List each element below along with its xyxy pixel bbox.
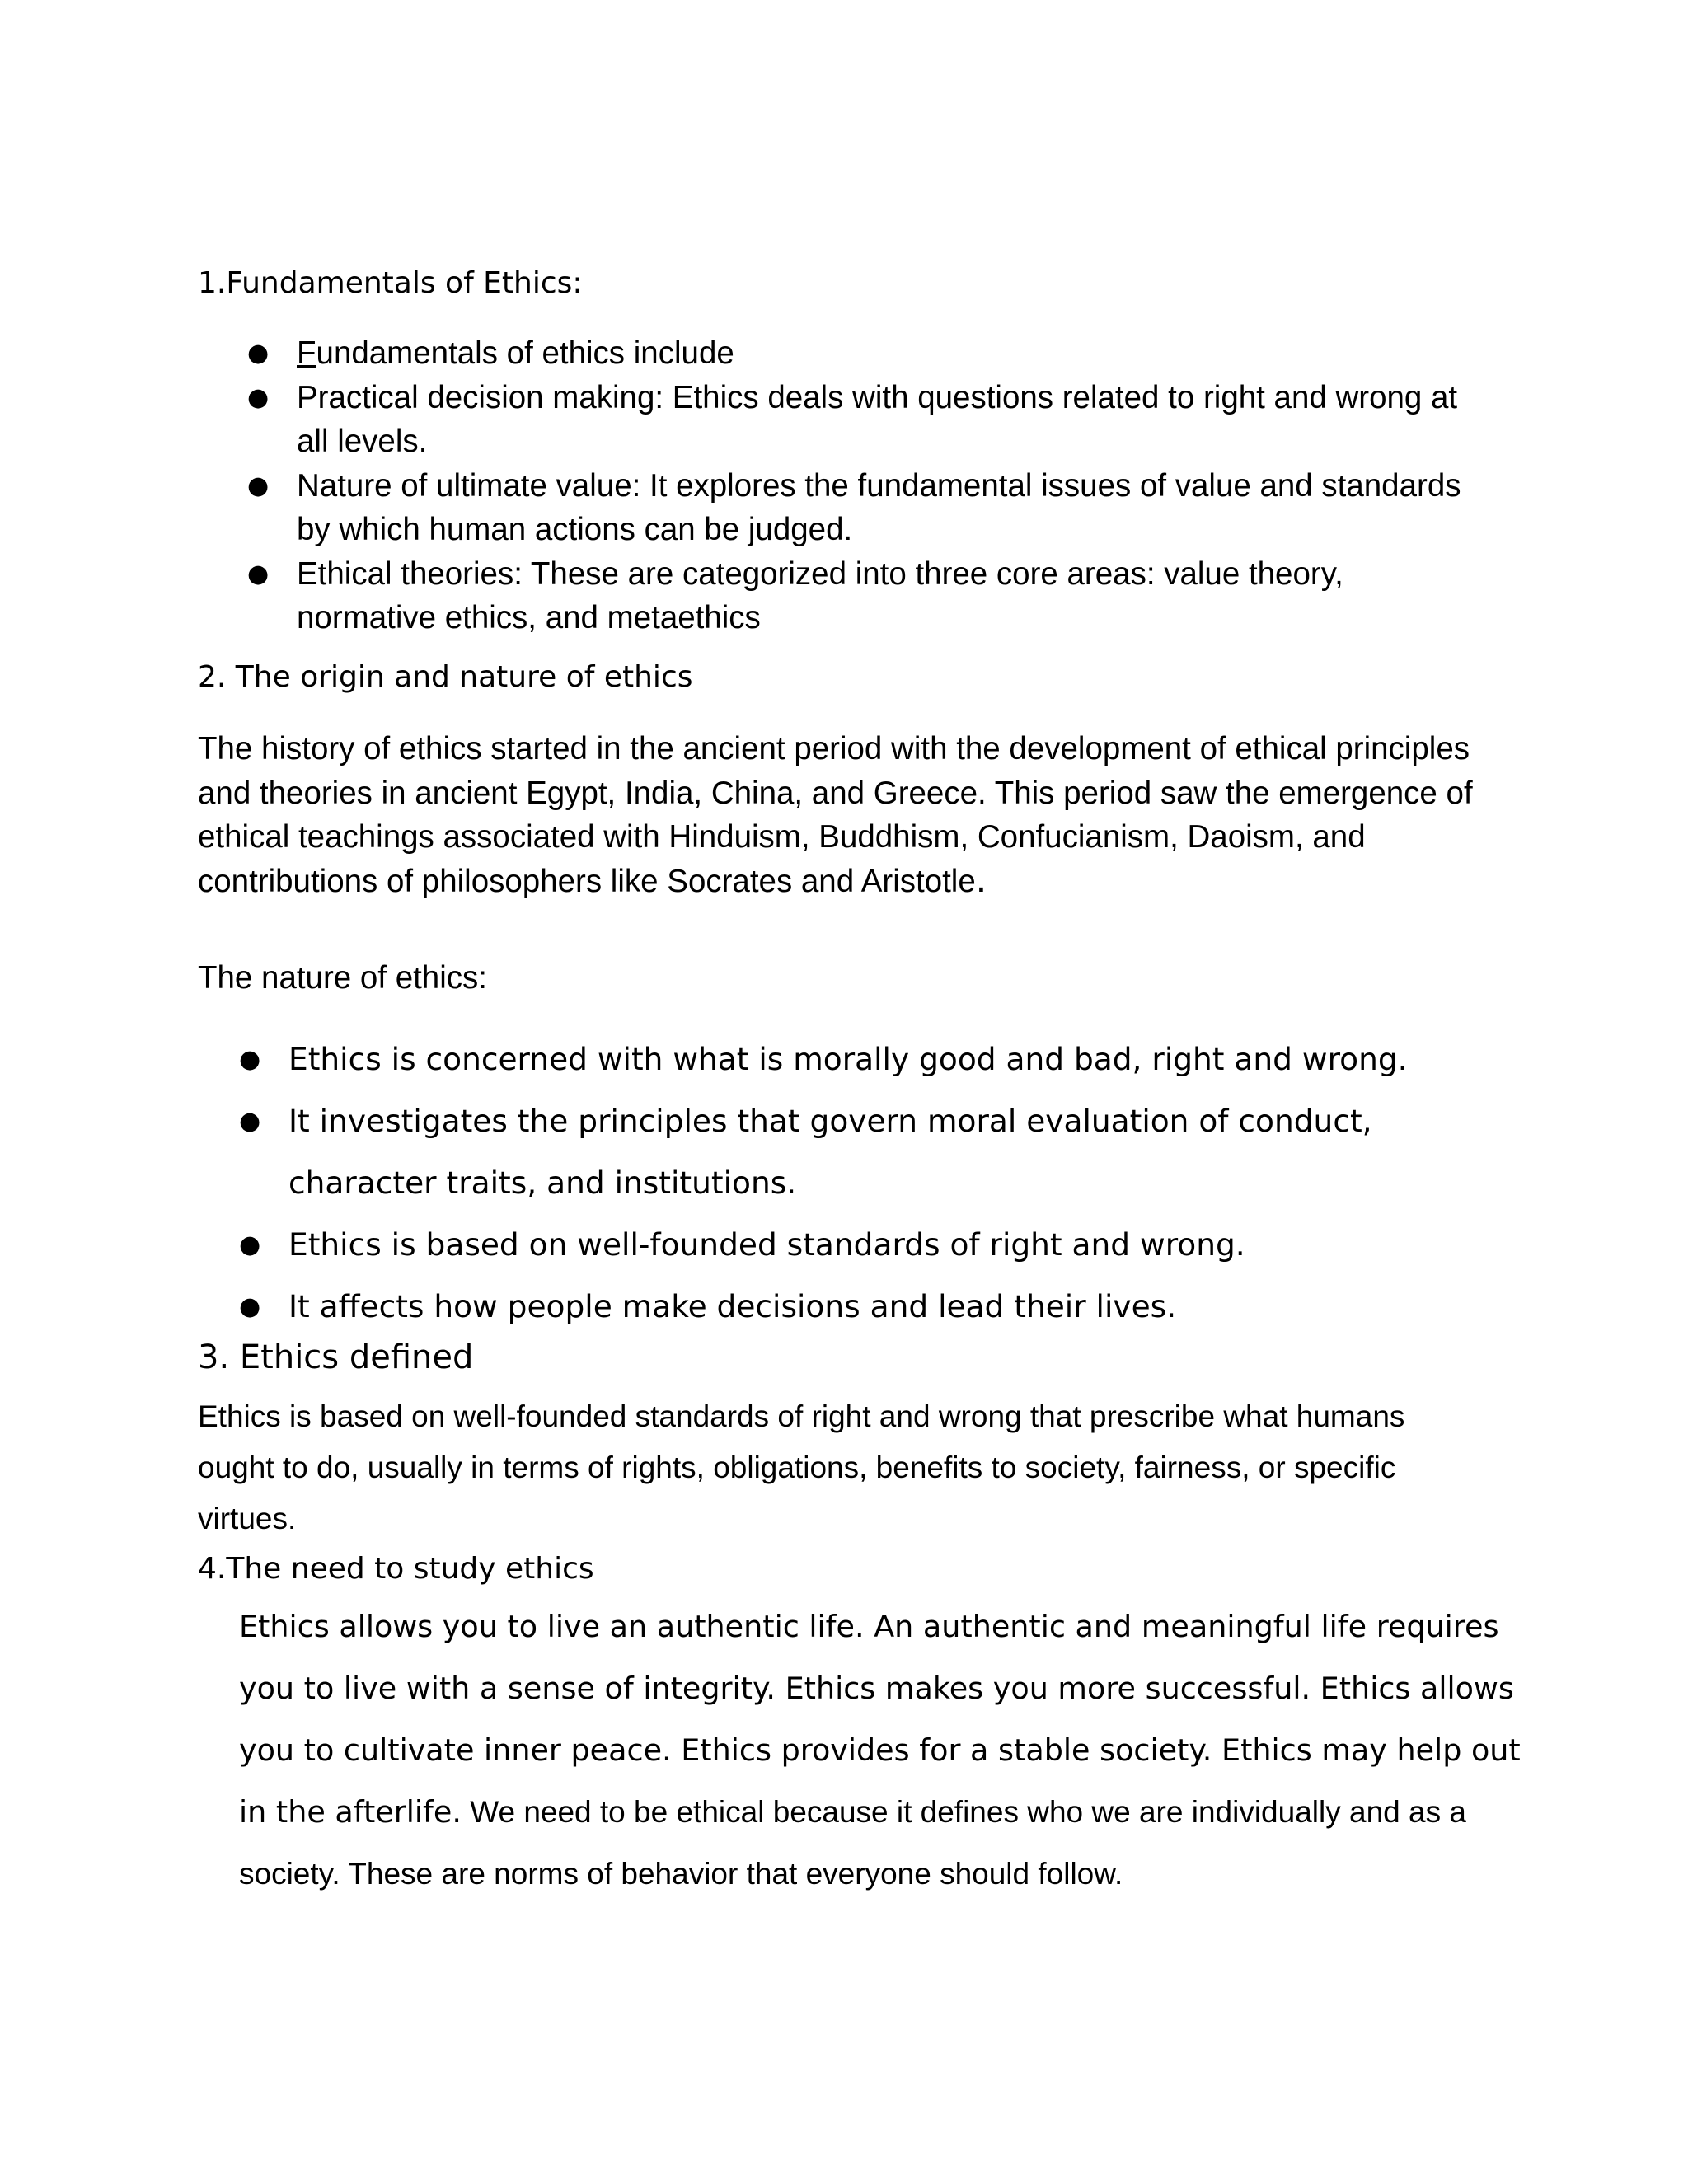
nature-list (239, 1029, 1492, 1338)
list-item (239, 1214, 1492, 1276)
bullet-icon: ● (247, 339, 270, 368)
list-item-text: It investigates the principles that govern moral evaluation of conduct, character traits, and institutions. (288, 1103, 1372, 1201)
list-item (247, 464, 1484, 552)
nature-heading: The nature of ethics: (198, 960, 487, 996)
list-item-text: undamentals of ethics include (316, 335, 734, 371)
list-item (247, 376, 1484, 464)
first-letter: F (297, 335, 316, 371)
definition-paragraph: Ethics is based on well-founded standards of right and wrong that prescribe what humans ought to do, usually in terms of rights, obligations, benefits to society, fairness, or specific virtues. (198, 1399, 1405, 1535)
list-item-text: Ethics is concerned with what is morally good and bad, right and wrong. (288, 1041, 1408, 1077)
bullet-icon: ● (239, 1045, 261, 1074)
need-paragraph (239, 1596, 1525, 1905)
list-item (247, 552, 1484, 640)
bullet-icon: ● (247, 559, 270, 588)
bullet-icon: ● (239, 1230, 261, 1259)
list-item (239, 1029, 1492, 1090)
history-period: . (975, 856, 987, 901)
section-1-heading: 1.Fundamentals of Ethics: (198, 266, 583, 300)
list-item (239, 1276, 1492, 1338)
list-item (239, 1090, 1492, 1214)
section-4-heading: 4.The need to study ethics (198, 1552, 594, 1586)
bullet-icon: ● (239, 1292, 261, 1321)
need-text-part2: We need to be ethical because it defines who we are individually and as a society. These are norms of behavior that everyone should follow. (239, 1795, 1466, 1891)
section-3-heading: 3. Ethics defined (198, 1338, 474, 1376)
list-item-text: Ethics is based on well-founded standards of right and wrong. (288, 1226, 1245, 1263)
list-item-text: Ethical theories: These are categorized into three core areas: value theory, normative ethics, and metaethics (297, 555, 1343, 635)
fundamentals-list (247, 331, 1484, 640)
bullet-icon: ● (247, 471, 270, 500)
list-item-text: It affects how people make decisions and lead their lives. (288, 1288, 1177, 1324)
need-text-part1: Ethics allows you to live an authentic life. An authentic and meaningful life requires you to live with a sense of integrity. Ethics makes you more successful. Ethics allows you to cultivate inner peace. Ethics provides for a stable society. Ethics may help out in the afterlife. (239, 1609, 1521, 1830)
bullet-icon: ● (239, 1107, 261, 1136)
list-item (247, 331, 1484, 376)
history-text: The history of ethics started in the ancient period with the development of ethical principles and theories in ancient Egypt, India, China, and Greece. This period saw the emergence of ethical teachings associated with Hinduism, Buddhism, Confucianism, Daoism, and contributions of philosophers like Socrates and Aristotle (198, 731, 1473, 899)
bullet-icon: ● (247, 382, 270, 412)
section-2-heading: 2. The origin and nature of ethics (198, 660, 693, 694)
history-paragraph (198, 727, 1484, 903)
list-item-text: Nature of ultimate value: It explores the fundamental issues of value and standards by which human actions can be judged. (297, 467, 1461, 547)
list-item-text: Practical decision making: Ethics deals with questions related to right and wrong at all levels. (297, 379, 1458, 459)
